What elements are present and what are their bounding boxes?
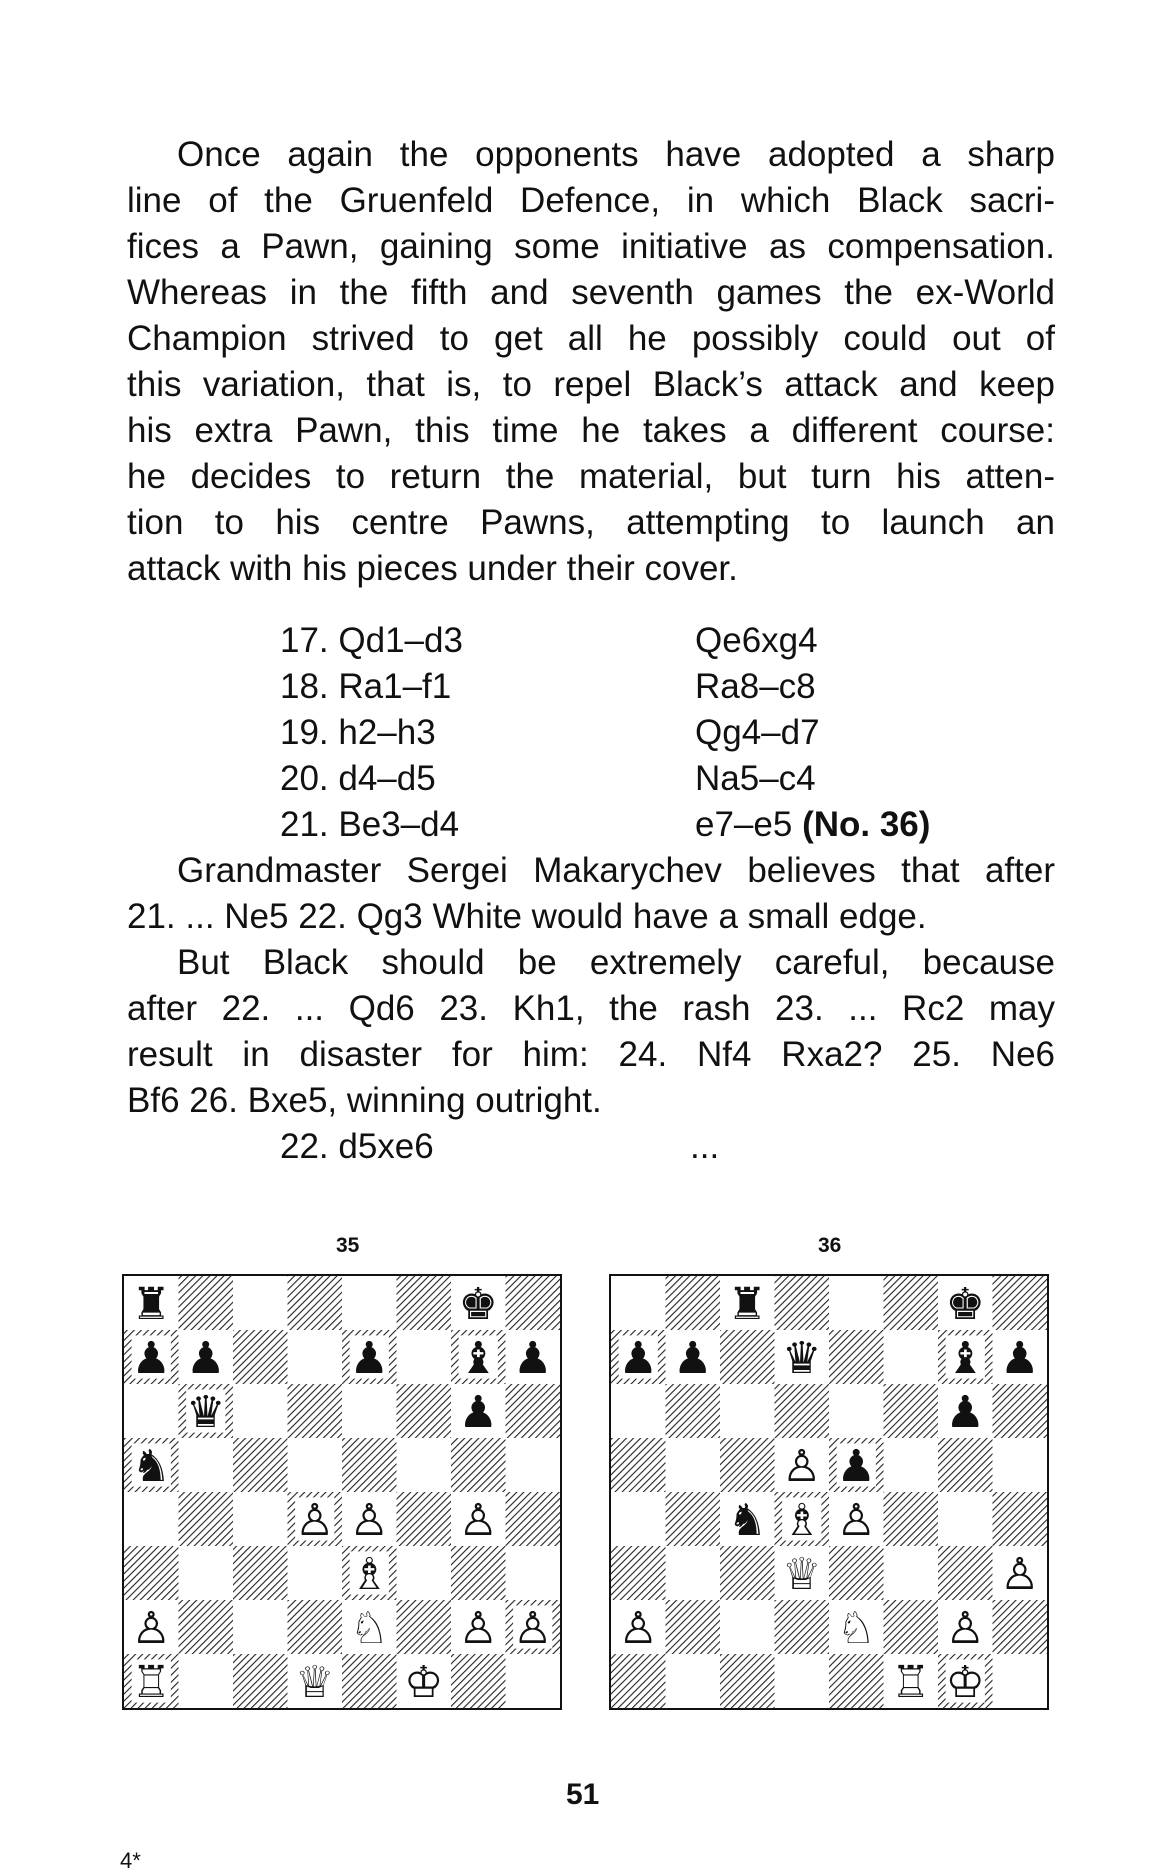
dark-square bbox=[288, 1600, 343, 1655]
move-row bbox=[280, 710, 980, 756]
white-move: 22. d5xe6 bbox=[280, 1127, 434, 1166]
diagram-reference: (No. 36) bbox=[802, 805, 931, 844]
dark-square bbox=[288, 1384, 343, 1439]
light-square bbox=[775, 1654, 830, 1708]
black-move-text: e7–e5 bbox=[695, 805, 793, 844]
white-move: 18. Ra1–f1 bbox=[280, 667, 452, 706]
light-square bbox=[233, 1492, 288, 1547]
white-move: 21. Be3–d4 bbox=[280, 805, 460, 844]
text-line: tion to his centre Pawns, attempting to launch an bbox=[127, 503, 1055, 542]
dark-square bbox=[720, 1438, 775, 1493]
black-pawn-b7: ♟ bbox=[186, 1333, 226, 1385]
text-line: result in disaster for him: 24. Nf4 Rxa2? 25. Ne6 bbox=[127, 1035, 1055, 1074]
dark-square bbox=[720, 1546, 775, 1601]
light-square bbox=[884, 1330, 939, 1385]
dark-square bbox=[993, 1492, 1048, 1547]
black-queen-b6: ♛ bbox=[186, 1387, 226, 1439]
black-bishop-g7: ♝ bbox=[458, 1333, 498, 1385]
move-22 bbox=[280, 1124, 980, 1170]
paragraph-intro bbox=[127, 132, 1055, 592]
black-knight-a5: ♞ bbox=[131, 1441, 171, 1493]
dark-square bbox=[342, 1438, 397, 1493]
black-pawn-h7: ♟ bbox=[513, 1333, 553, 1385]
light-square bbox=[611, 1276, 666, 1331]
signature-mark: 4* bbox=[120, 1848, 141, 1873]
white-pawn-g4: ♙ bbox=[458, 1495, 498, 1547]
black-pawn-b7: ♟ bbox=[673, 1333, 713, 1385]
black-bishop-g7: ♝ bbox=[945, 1333, 985, 1385]
light-square bbox=[288, 1438, 343, 1493]
dark-square bbox=[233, 1654, 288, 1708]
white-move: 20. d4–d5 bbox=[280, 759, 436, 798]
light-square bbox=[233, 1276, 288, 1331]
dark-square bbox=[451, 1438, 506, 1493]
light-square bbox=[233, 1600, 288, 1655]
black-rook-c8: ♜ bbox=[727, 1279, 767, 1331]
black-pawn-e7: ♟ bbox=[349, 1333, 389, 1385]
dark-square bbox=[397, 1600, 452, 1655]
light-square bbox=[288, 1546, 343, 1601]
white-rook-a1: ♖ bbox=[131, 1657, 171, 1708]
dark-square bbox=[666, 1384, 721, 1439]
light-square bbox=[611, 1384, 666, 1439]
white-rook-f1: ♖ bbox=[891, 1657, 931, 1708]
black-queen-d7: ♛ bbox=[782, 1333, 822, 1385]
dark-square bbox=[506, 1384, 561, 1439]
dark-square bbox=[611, 1438, 666, 1493]
light-square bbox=[506, 1438, 561, 1493]
dark-square bbox=[993, 1600, 1048, 1655]
dark-square bbox=[829, 1546, 884, 1601]
white-move: 19. h2–h3 bbox=[280, 713, 436, 752]
text-line: line of the Gruenfeld Defence, in which Black sacri- bbox=[127, 181, 1055, 220]
text-line: Once again the opponents have adopted a sharp bbox=[177, 135, 1055, 174]
black-pawn-g6: ♟ bbox=[945, 1387, 985, 1439]
dark-square bbox=[884, 1276, 939, 1331]
dark-square bbox=[720, 1654, 775, 1708]
light-square bbox=[342, 1276, 397, 1331]
dark-square bbox=[397, 1276, 452, 1331]
light-square bbox=[179, 1546, 234, 1601]
dark-square bbox=[179, 1492, 234, 1547]
dark-square bbox=[451, 1654, 506, 1708]
black-knight-c4: ♞ bbox=[727, 1495, 767, 1547]
chess-diagram-36 bbox=[609, 1274, 1049, 1710]
dark-square bbox=[829, 1654, 884, 1708]
light-square bbox=[829, 1276, 884, 1331]
chess-diagram-35 bbox=[122, 1274, 562, 1710]
move-row bbox=[280, 802, 980, 848]
text-line: Bf6 26. Bxe5, winning outright. bbox=[127, 1081, 602, 1120]
black-pawn-h7: ♟ bbox=[1000, 1333, 1040, 1385]
white-pawn-g2: ♙ bbox=[945, 1603, 985, 1655]
light-square bbox=[124, 1492, 179, 1547]
light-square bbox=[506, 1654, 561, 1708]
black-move bbox=[695, 802, 930, 848]
text-line: Whereas in the fifth and seventh games the ex-World bbox=[127, 273, 1055, 312]
dark-square bbox=[397, 1492, 452, 1547]
dark-square bbox=[938, 1438, 993, 1493]
light-square bbox=[179, 1654, 234, 1708]
move-list bbox=[280, 618, 980, 848]
light-square bbox=[993, 1438, 1048, 1493]
light-square bbox=[233, 1384, 288, 1439]
black-pawn-a7: ♟ bbox=[618, 1333, 658, 1385]
black-move: ... bbox=[690, 1127, 720, 1166]
white-bishop-d4: ♗ bbox=[782, 1495, 822, 1547]
light-square bbox=[720, 1384, 775, 1439]
white-move: 17. Qd1–d3 bbox=[280, 621, 463, 660]
white-pawn-h2: ♙ bbox=[513, 1603, 553, 1655]
light-square bbox=[124, 1384, 179, 1439]
board-svg bbox=[611, 1276, 1047, 1708]
page-number: 51 bbox=[566, 1778, 600, 1811]
black-rook-a8: ♜ bbox=[131, 1279, 171, 1331]
board-svg bbox=[124, 1276, 560, 1708]
paragraph-makarychev bbox=[127, 848, 1055, 940]
text-line: attack with his pieces under their cover. bbox=[127, 549, 738, 588]
dark-square bbox=[342, 1654, 397, 1708]
black-pawn-a7: ♟ bbox=[131, 1333, 171, 1385]
light-square bbox=[884, 1438, 939, 1493]
white-pawn-d4: ♙ bbox=[295, 1495, 335, 1547]
light-square bbox=[993, 1654, 1048, 1708]
dark-square bbox=[666, 1492, 721, 1547]
dark-square bbox=[506, 1276, 561, 1331]
dark-square bbox=[179, 1600, 234, 1655]
white-pawn-a2: ♙ bbox=[131, 1603, 171, 1655]
text-line: 21. ... Ne5 22. Qg3 White would have a small edge. bbox=[127, 897, 927, 936]
black-king-g8: ♚ bbox=[945, 1279, 985, 1331]
dark-square bbox=[720, 1330, 775, 1385]
light-square bbox=[884, 1546, 939, 1601]
white-bishop-e3: ♗ bbox=[349, 1549, 389, 1601]
light-square bbox=[288, 1330, 343, 1385]
text-line: after 22. ... Qd6 23. Kh1, the rash 23. ... Rc2 may bbox=[127, 989, 1055, 1028]
light-square bbox=[829, 1384, 884, 1439]
black-pawn-e5: ♟ bbox=[836, 1441, 876, 1493]
dark-square bbox=[233, 1546, 288, 1601]
text-line: But Black should be extremely careful, because bbox=[177, 943, 1055, 982]
white-queen-d3: ♕ bbox=[782, 1549, 822, 1601]
paragraph-caution bbox=[127, 940, 1055, 1124]
light-square bbox=[506, 1546, 561, 1601]
light-square bbox=[397, 1546, 452, 1601]
dark-square bbox=[451, 1546, 506, 1601]
dark-square bbox=[233, 1330, 288, 1385]
black-move: Na5–c4 bbox=[695, 759, 816, 798]
dark-square bbox=[775, 1600, 830, 1655]
text-line: Champion strived to get all he possibly could out of bbox=[127, 319, 1055, 358]
dark-square bbox=[179, 1276, 234, 1331]
move-row bbox=[280, 756, 980, 802]
black-move: Qe6xg4 bbox=[695, 621, 818, 660]
dark-square bbox=[233, 1438, 288, 1493]
dark-square bbox=[993, 1276, 1048, 1331]
dark-square bbox=[775, 1276, 830, 1331]
light-square bbox=[397, 1330, 452, 1385]
dark-square bbox=[884, 1492, 939, 1547]
dark-square bbox=[124, 1546, 179, 1601]
white-pawn-g2: ♙ bbox=[458, 1603, 498, 1655]
black-pawn-g6: ♟ bbox=[458, 1387, 498, 1439]
white-pawn-a2: ♙ bbox=[618, 1603, 658, 1655]
white-pawn-e4: ♙ bbox=[349, 1495, 389, 1547]
dark-square bbox=[611, 1546, 666, 1601]
light-square bbox=[342, 1384, 397, 1439]
white-pawn-e4: ♙ bbox=[836, 1495, 876, 1547]
text-line: Grandmaster Sergei Makarychev believes that after bbox=[177, 851, 1055, 890]
text-line: he decides to return the material, but turn his atten- bbox=[127, 457, 1055, 496]
light-square bbox=[666, 1654, 721, 1708]
move-row bbox=[280, 664, 980, 710]
dark-square bbox=[666, 1276, 721, 1331]
dark-square bbox=[775, 1384, 830, 1439]
light-square bbox=[179, 1438, 234, 1493]
text-line: this variation, that is, to repel Black’s attack and keep bbox=[127, 365, 1055, 404]
dark-square bbox=[666, 1600, 721, 1655]
dark-square bbox=[938, 1546, 993, 1601]
diagram-number-36: 36 bbox=[818, 1234, 842, 1257]
light-square bbox=[611, 1492, 666, 1547]
light-square bbox=[666, 1438, 721, 1493]
black-move: Qg4–d7 bbox=[695, 713, 820, 752]
white-pawn-h3: ♙ bbox=[1000, 1549, 1040, 1601]
light-square bbox=[666, 1546, 721, 1601]
move-row bbox=[280, 1124, 980, 1170]
dark-square bbox=[884, 1384, 939, 1439]
black-king-g8: ♚ bbox=[458, 1279, 498, 1331]
white-queen-d1: ♕ bbox=[295, 1657, 335, 1708]
move-row bbox=[280, 618, 980, 664]
light-square bbox=[720, 1600, 775, 1655]
white-pawn-d5: ♙ bbox=[782, 1441, 822, 1493]
diagram-number-35: 35 bbox=[336, 1234, 360, 1257]
dark-square bbox=[506, 1492, 561, 1547]
text-line: his extra Pawn, this time he takes a different course: bbox=[127, 411, 1055, 450]
dark-square bbox=[288, 1276, 343, 1331]
white-knight-e2: ♘ bbox=[349, 1603, 389, 1655]
dark-square bbox=[829, 1330, 884, 1385]
dark-square bbox=[397, 1384, 452, 1439]
light-square bbox=[938, 1492, 993, 1547]
white-king-g1: ♔ bbox=[945, 1657, 985, 1708]
dark-square bbox=[993, 1384, 1048, 1439]
text-line: fices a Pawn, gaining some initiative as compensation. bbox=[127, 227, 1055, 266]
dark-square bbox=[611, 1654, 666, 1708]
white-king-f1: ♔ bbox=[404, 1657, 444, 1708]
light-square bbox=[397, 1438, 452, 1493]
dark-square bbox=[884, 1600, 939, 1655]
white-knight-e2: ♘ bbox=[836, 1603, 876, 1655]
black-move: Ra8–c8 bbox=[695, 667, 816, 706]
